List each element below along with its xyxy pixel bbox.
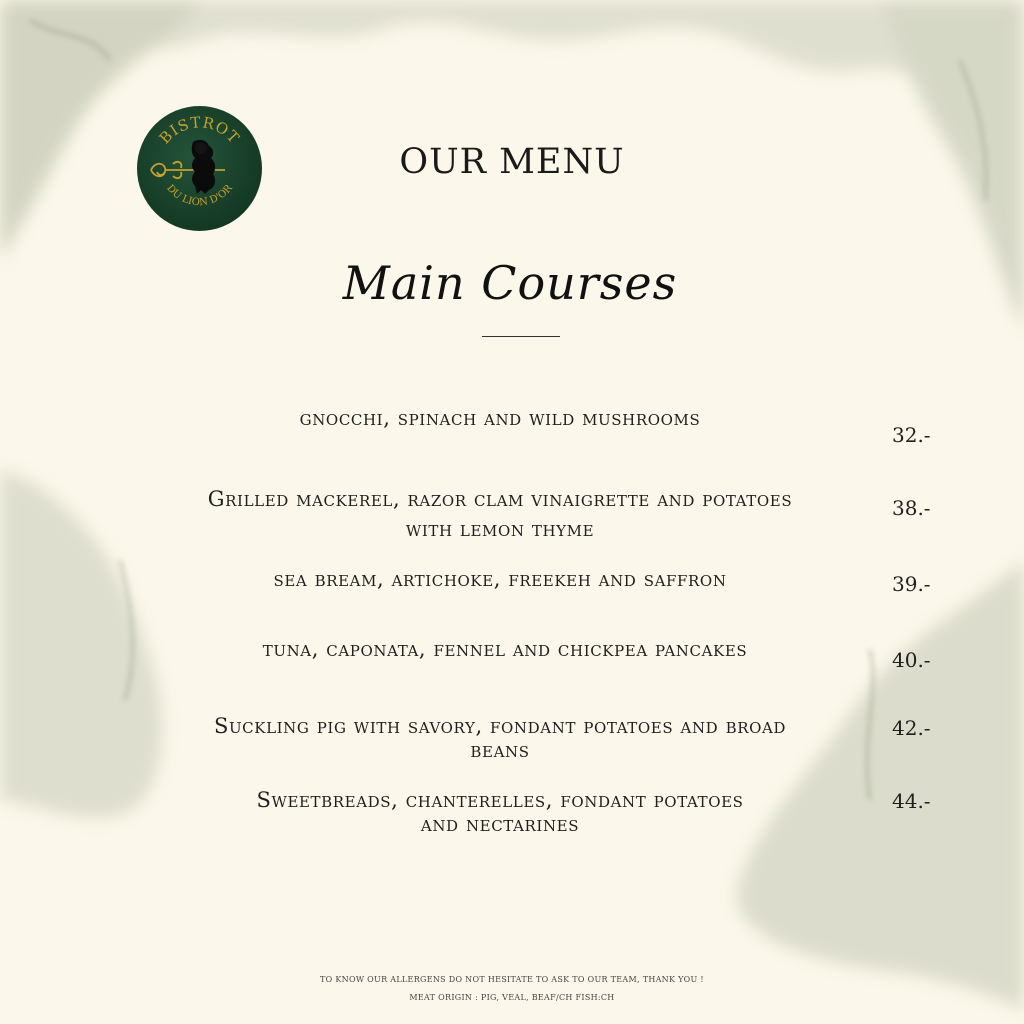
menu-item-name: gnocchi, spinach and wild mushrooms (299, 406, 701, 430)
menu-item-name: Grilled mackerel, razor clam vinaigrette and potatoes with lemon thyme (207, 487, 793, 541)
menu-item-price: 39.- (892, 572, 931, 596)
section-title: Main Courses (342, 256, 678, 310)
menu-item-name: sea bream, artichoke, freekeh and saffron (273, 567, 727, 591)
menu-item-name: Sweetbreads, chanterelles, fondant potatoes and nectarines (256, 788, 744, 836)
menu-item-price: 38.- (892, 496, 931, 520)
menu-item (200, 564, 800, 594)
menu-item-price: 40.- (892, 648, 931, 672)
meat-origin-note: MEAT ORIGIN : PIG, VEAL, BEAF/CH FISH:CH (409, 993, 615, 1002)
menu-item (200, 714, 800, 762)
page-title: OUR MENU (399, 142, 625, 182)
menu-item-price: 32.- (892, 423, 931, 447)
logo-bottom-text: DU LION D'OR (164, 182, 235, 209)
menu-item-name: tuna, caponata, fennel and chickpea pancakes (262, 637, 748, 661)
menu-item-name: Suckling pig with savory, fondant potatoes and broad beans (213, 714, 787, 762)
menu-item (190, 634, 820, 664)
section-divider (482, 336, 560, 337)
section-header (340, 250, 680, 340)
allergen-note: TO KNOW OUR ALLERGENS DO NOT HESITATE TO ASK TO OUR TEAM, THANK YOU ! (320, 975, 704, 984)
menu-item-price: 44.- (892, 789, 931, 813)
menu-item (190, 484, 810, 544)
menu-item (250, 788, 750, 836)
menu-item (200, 403, 800, 433)
logo-top-text: BISTROT (155, 113, 244, 148)
menu-item-price: 42.- (892, 716, 931, 740)
